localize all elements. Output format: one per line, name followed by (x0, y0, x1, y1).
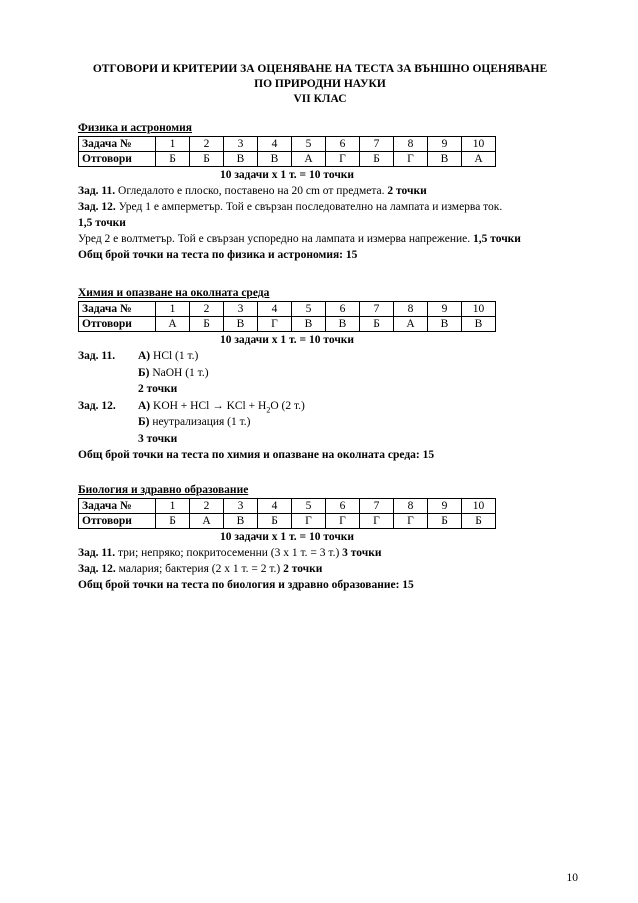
chemistry-title: Химия и опазване на околната среда (78, 287, 270, 299)
answer-cell: Г (326, 152, 360, 167)
table-row (79, 137, 496, 152)
answer-cell: В (224, 152, 258, 167)
biology-total: Общ брой точки на теста по биология и здравно образование: 15 (78, 579, 414, 591)
q12-label: Зад. 12. (78, 563, 116, 575)
table-row (79, 302, 496, 317)
task-number: 5 (292, 137, 326, 152)
chemistry-total: Общ брой точки на теста по химия и опазване на околната среда: 15 (78, 449, 435, 461)
q11-points: 2 точки (138, 383, 178, 395)
task-number: 7 (360, 302, 394, 317)
option-text: NaOH (1 т.) (149, 366, 209, 379)
task-number: 2 (190, 302, 224, 317)
title-line-3: VII КЛАС (293, 93, 347, 105)
table-row (79, 514, 496, 529)
task-number: 2 (190, 137, 224, 152)
answer-cell: А (462, 152, 496, 167)
task-number: 7 (360, 137, 394, 152)
answer-cell: Б (258, 514, 292, 529)
answer-cell: А (394, 317, 428, 332)
q11-text: Огледалото е плоско, поставено на 20 cm от предмета. (115, 185, 388, 197)
answer-cell: В (224, 317, 258, 332)
chemistry-summary: 10 задачи х 1 т. = 10 точки (219, 334, 355, 346)
table-row (79, 152, 496, 167)
answer-cell: Г (394, 152, 428, 167)
answer-cell: В (292, 317, 326, 332)
option-key: А) (138, 350, 151, 362)
chemistry-q12-points (78, 431, 578, 448)
task-number: 4 (258, 137, 292, 152)
chemistry-q11-points (78, 381, 578, 398)
q11-points: 2 точки (387, 185, 427, 197)
task-number: 7 (360, 499, 394, 514)
answer-cell: Б (190, 152, 224, 167)
physics-q12-points-1: 1,5 точки (78, 217, 126, 229)
answer-cell: А (292, 152, 326, 167)
q11-label: Зад. 11. (78, 350, 116, 362)
task-number: 9 (428, 499, 462, 514)
biology-answer-table (78, 498, 496, 529)
equation-subscript: 2 (266, 404, 271, 414)
task-number: 4 (258, 302, 292, 317)
q12-label: Зад. 12. (78, 399, 116, 412)
task-number: 10 (462, 302, 496, 317)
q12-points-2: 1,5 точки (473, 233, 521, 245)
option-text: HCl (1 т.) (150, 350, 199, 362)
answer-cell: Б (462, 514, 496, 529)
option-key: Б) (138, 366, 150, 379)
physics-q11 (78, 183, 578, 199)
q11-text: три; непряко; покритосеменни (3 х 1 т. = 3 т.) (115, 547, 343, 559)
task-number: 8 (394, 499, 428, 514)
biology-section (78, 483, 578, 593)
task-number: 4 (258, 499, 292, 514)
q11-label: Зад. 11. (78, 547, 116, 559)
answer-cell: Б (360, 152, 394, 167)
answer-cell: Г (292, 514, 326, 529)
task-number: 3 (224, 302, 258, 317)
q12-points: 2 точки (283, 563, 323, 575)
answer-cell: В (428, 317, 462, 332)
physics-section (78, 121, 578, 263)
title-line-2: ПО ПРИРОДНИ НАУКИ (254, 78, 386, 90)
task-number: 9 (428, 137, 462, 152)
answer-cell: Г (360, 514, 394, 529)
biology-q11 (78, 545, 578, 561)
answer-cell: В (224, 514, 258, 529)
equation-part-1: KOH + HCl → KCl + H (150, 399, 267, 412)
chemistry-answer-table (78, 301, 496, 332)
answers-header: Отговори (79, 152, 156, 167)
biology-q12 (78, 561, 578, 577)
task-number: 10 (462, 499, 496, 514)
physics-total: Общ брой точки на теста по физика и астрономия: 15 (78, 249, 358, 261)
answer-cell: В (258, 152, 292, 167)
answer-cell: А (156, 317, 190, 332)
chemistry-q11-a (78, 348, 578, 365)
task-number: 1 (156, 302, 190, 317)
task-number: 2 (190, 499, 224, 514)
task-number: 9 (428, 302, 462, 317)
q12-text: Уред 1 е амперметър. Той е свързан последователно на лампата и измерва ток. (115, 201, 503, 213)
title-line-1: ОТГОВОРИ И КРИТЕРИИ ЗА ОЦЕНЯВАНЕ НА ТЕСТА ЗА ВЪНШНО ОЦЕНЯВАНЕ (92, 63, 548, 75)
chemistry-q12-a (78, 398, 578, 415)
option-key: Б) (138, 416, 150, 428)
q11-label: Зад. 11. (78, 185, 116, 197)
task-number: 8 (394, 302, 428, 317)
q12-points: 3 точки (138, 432, 178, 445)
task-number: 6 (326, 499, 360, 514)
task-number: 6 (326, 137, 360, 152)
answer-cell: Б (360, 317, 394, 332)
answer-cell: Б (156, 152, 190, 167)
answers-header: Отговори (79, 514, 156, 529)
q12-label: Зад. 12. (78, 201, 116, 213)
answer-cell: Б (156, 514, 190, 529)
answers-header: Отговори (79, 317, 156, 332)
option-text: неутрализация (1 т.) (149, 416, 251, 428)
document-title (60, 62, 580, 107)
task-number: 5 (292, 499, 326, 514)
page-number: 10 (566, 872, 578, 884)
answer-cell: В (428, 152, 462, 167)
physics-q12-part2 (78, 231, 578, 247)
task-header: Задача № (79, 499, 156, 514)
physics-q12 (78, 199, 578, 215)
option-key: А) (138, 399, 151, 412)
q12-text-2: Уред 2 е волтметър. Той е свързан успоредно на лампата и измерва напрежение. (78, 233, 473, 245)
answer-cell: Б (428, 514, 462, 529)
table-row (79, 317, 496, 332)
q12-text: малария; бактерия (2 х 1 т. = 2 т.) (115, 563, 284, 575)
biology-title: Биология и здравно образование (78, 484, 249, 496)
task-number: 3 (224, 499, 258, 514)
q11-points: 3 точки (342, 547, 382, 559)
task-number: 6 (326, 302, 360, 317)
chemistry-q12-b (78, 414, 578, 431)
task-number: 3 (224, 137, 258, 152)
physics-title: Физика и астрономия (78, 122, 192, 134)
physics-summary: 10 задачи х 1 т. = 10 точки (219, 169, 355, 181)
answer-cell: В (462, 317, 496, 332)
answer-cell: А (190, 514, 224, 529)
answer-cell: Г (326, 514, 360, 529)
chemistry-section (78, 286, 578, 463)
answer-cell: Б (190, 317, 224, 332)
task-number: 10 (462, 137, 496, 152)
physics-answer-table (78, 136, 496, 167)
answer-cell: Г (258, 317, 292, 332)
answer-cell: В (326, 317, 360, 332)
answer-cell: Г (394, 514, 428, 529)
task-number: 5 (292, 302, 326, 317)
biology-summary: 10 задачи х 1 т. = 10 точки (219, 531, 355, 543)
chemistry-q11-b (78, 365, 578, 382)
task-header: Задача № (79, 302, 156, 317)
task-header: Задача № (79, 137, 156, 152)
task-number: 8 (394, 137, 428, 152)
task-number: 1 (156, 137, 190, 152)
equation-part-2: O (2 т.) (270, 399, 305, 412)
task-number: 1 (156, 499, 190, 514)
table-row (79, 499, 496, 514)
